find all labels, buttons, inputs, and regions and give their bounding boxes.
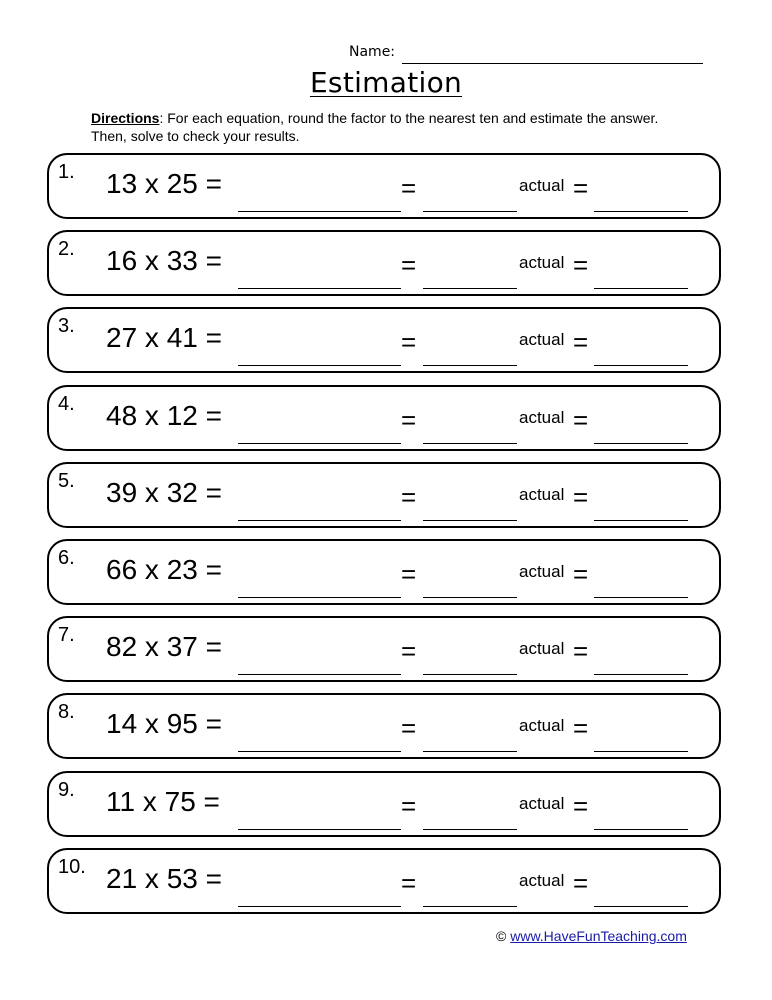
actual-answer-blank[interactable] bbox=[594, 211, 688, 212]
rounded-answer-blank[interactable] bbox=[238, 674, 401, 675]
name-label: Name: bbox=[349, 44, 396, 60]
problem-row bbox=[47, 693, 721, 759]
problem-row bbox=[47, 539, 721, 605]
problem-expression: 39 x 32 = bbox=[106, 477, 222, 508]
equals-sign: = bbox=[401, 405, 417, 435]
rounded-answer-blank[interactable] bbox=[238, 829, 401, 830]
directions-text: : For each equation, round the factor to the nearest ten and estimate the answer. Then, solve to check your results. bbox=[91, 110, 659, 144]
actual-label: actual bbox=[519, 408, 565, 427]
equals-sign: = bbox=[401, 250, 417, 280]
rounded-answer-blank[interactable] bbox=[238, 288, 401, 289]
problem-row bbox=[47, 771, 721, 837]
problem-expression: 11 x 75 = bbox=[106, 786, 220, 817]
equals-sign: = bbox=[573, 868, 589, 898]
equals-sign: = bbox=[573, 250, 589, 280]
problem-expression: 14 x 95 = bbox=[106, 708, 222, 739]
rounded-answer-blank[interactable] bbox=[238, 597, 401, 598]
equals-sign: = bbox=[401, 713, 417, 743]
actual-answer-blank[interactable] bbox=[594, 829, 688, 830]
estimate-answer-blank[interactable] bbox=[423, 520, 517, 521]
actual-answer-blank[interactable] bbox=[594, 597, 688, 598]
directions bbox=[91, 109, 671, 145]
equals-sign: = bbox=[573, 173, 589, 203]
estimate-answer-blank[interactable] bbox=[423, 829, 517, 830]
problem-number: 8. bbox=[58, 701, 75, 723]
website-link[interactable]: www.HaveFunTeaching.com bbox=[510, 928, 687, 944]
estimate-answer-blank[interactable] bbox=[423, 365, 517, 366]
problem-number: 5. bbox=[58, 470, 75, 492]
problem-expression: 27 x 41 = bbox=[106, 322, 222, 353]
equals-sign: = bbox=[573, 636, 589, 666]
problem-number: 9. bbox=[58, 779, 75, 801]
actual-answer-blank[interactable] bbox=[594, 674, 688, 675]
actual-label: actual bbox=[519, 176, 565, 195]
problem-expression: 82 x 37 = bbox=[106, 631, 222, 662]
problem-number: 6. bbox=[58, 547, 75, 569]
actual-label: actual bbox=[519, 562, 565, 581]
name-field[interactable] bbox=[402, 63, 703, 64]
problem-row bbox=[47, 307, 721, 373]
actual-label: actual bbox=[519, 253, 565, 272]
actual-label: actual bbox=[519, 716, 565, 735]
problem-row bbox=[47, 153, 721, 219]
problem-row bbox=[47, 848, 721, 914]
equals-sign: = bbox=[573, 791, 589, 821]
estimate-answer-blank[interactable] bbox=[423, 906, 517, 907]
rounded-answer-blank[interactable] bbox=[238, 906, 401, 907]
problem-expression: 16 x 33 = bbox=[106, 245, 222, 276]
problem-row bbox=[47, 230, 721, 296]
problem-number: 3. bbox=[58, 315, 75, 337]
problem-expression: 13 x 25 = bbox=[106, 168, 222, 199]
problem-row bbox=[47, 385, 721, 451]
problem-expression: 21 x 53 = bbox=[106, 863, 222, 894]
footer bbox=[496, 928, 687, 944]
estimate-answer-blank[interactable] bbox=[423, 288, 517, 289]
estimate-answer-blank[interactable] bbox=[423, 751, 517, 752]
equals-sign: = bbox=[573, 559, 589, 589]
rounded-answer-blank[interactable] bbox=[238, 520, 401, 521]
actual-answer-blank[interactable] bbox=[594, 906, 688, 907]
actual-answer-blank[interactable] bbox=[594, 520, 688, 521]
rounded-answer-blank[interactable] bbox=[238, 365, 401, 366]
page-title-text: Estimation bbox=[309, 66, 463, 99]
rounded-answer-blank[interactable] bbox=[238, 751, 401, 752]
actual-label: actual bbox=[519, 485, 565, 504]
problem-expression: 66 x 23 = bbox=[106, 554, 222, 585]
actual-label: actual bbox=[519, 639, 565, 658]
copyright-symbol: © bbox=[496, 928, 507, 944]
rounded-answer-blank[interactable] bbox=[238, 211, 401, 212]
estimate-answer-blank[interactable] bbox=[423, 674, 517, 675]
equals-sign: = bbox=[401, 482, 417, 512]
problem-number: 4. bbox=[58, 393, 75, 415]
equals-sign: = bbox=[573, 713, 589, 743]
actual-answer-blank[interactable] bbox=[594, 365, 688, 366]
actual-label: actual bbox=[519, 871, 565, 890]
equals-sign: = bbox=[573, 327, 589, 357]
estimate-answer-blank[interactable] bbox=[423, 443, 517, 444]
actual-label: actual bbox=[519, 330, 565, 349]
actual-answer-blank[interactable] bbox=[594, 443, 688, 444]
problem-expression: 48 x 12 = bbox=[106, 400, 222, 431]
equals-sign: = bbox=[401, 636, 417, 666]
equals-sign: = bbox=[573, 482, 589, 512]
equals-sign: = bbox=[401, 868, 417, 898]
estimate-answer-blank[interactable] bbox=[423, 597, 517, 598]
problem-number: 7. bbox=[58, 624, 75, 646]
problem-number: 1. bbox=[58, 161, 75, 183]
actual-answer-blank[interactable] bbox=[594, 288, 688, 289]
problem-row bbox=[47, 616, 721, 682]
page-title bbox=[0, 66, 772, 99]
actual-label: actual bbox=[519, 794, 565, 813]
problem-number: 2. bbox=[58, 238, 75, 260]
actual-answer-blank[interactable] bbox=[594, 751, 688, 752]
equals-sign: = bbox=[573, 405, 589, 435]
estimate-answer-blank[interactable] bbox=[423, 211, 517, 212]
problem-row bbox=[47, 462, 721, 528]
directions-label: Directions bbox=[91, 110, 160, 126]
equals-sign: = bbox=[401, 791, 417, 821]
rounded-answer-blank[interactable] bbox=[238, 443, 401, 444]
equals-sign: = bbox=[401, 327, 417, 357]
equals-sign: = bbox=[401, 559, 417, 589]
problem-number: 10. bbox=[58, 856, 86, 878]
equals-sign: = bbox=[401, 173, 417, 203]
